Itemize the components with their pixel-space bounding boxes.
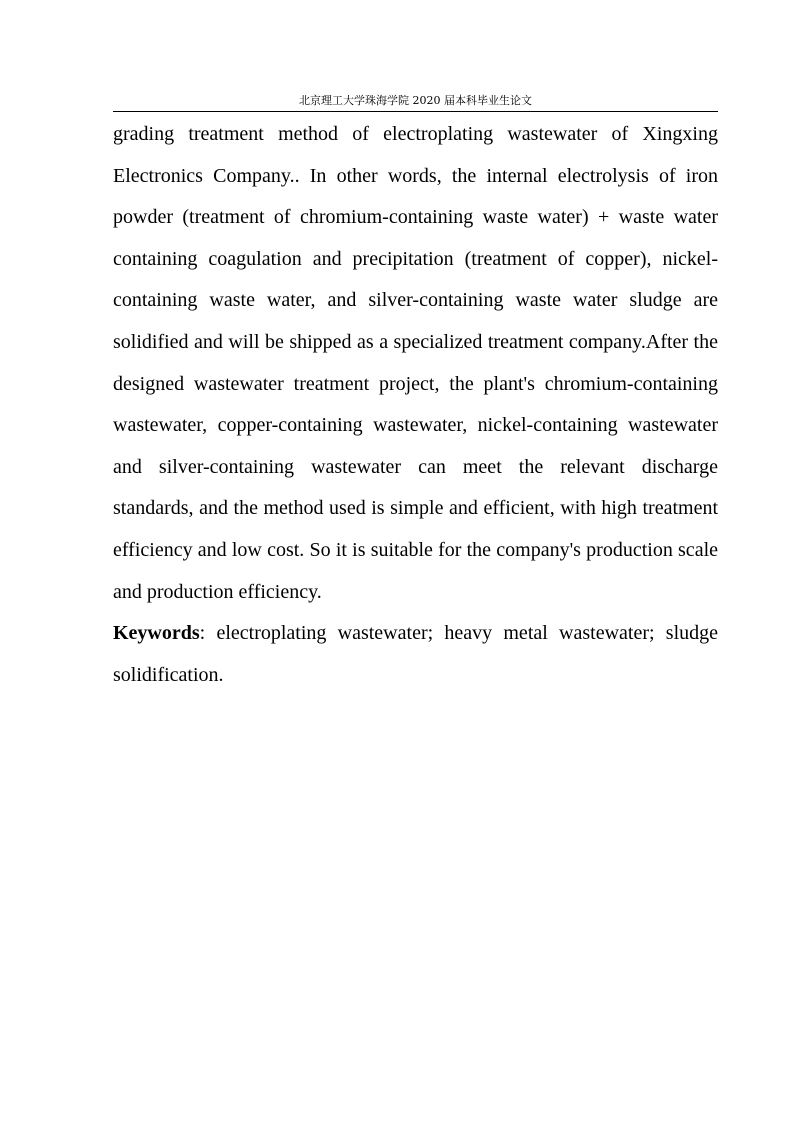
abstract-body: [113, 114, 718, 696]
running-header: 北京理工大学珠海学院 2020 届本科毕业生论文: [299, 94, 532, 107]
abstract-paragraph: grading treatment method of electroplating wastewater of Xingxing Electronics Company.. In other words, the internal electrolysis of iron powder (treatment of chromium-containing waste water) + waste water containing coagulation and precipitation (treatment of copper), nickel-containing waste water, and silver-containing waste water sludge are solidified and will be shipped as a specialized treatment company.After the designed wastewater treatment project, the plant's chromium-containing wastewater, copper-containing wastewater, nickel-containing wastewater and silver-containing wastewater can meet the relevant discharge standards, and the method used is simple and efficient, with high treatment efficiency and low cost. So it is suitable for the company's production scale and production efficiency.: [113, 123, 718, 603]
keywords-label: Keywords: [113, 622, 200, 645]
header-divider: [113, 111, 718, 112]
keywords-text: : electroplating wastewater; heavy metal wastewater; sludge solidification.: [113, 622, 718, 686]
keywords-line: [113, 613, 718, 696]
